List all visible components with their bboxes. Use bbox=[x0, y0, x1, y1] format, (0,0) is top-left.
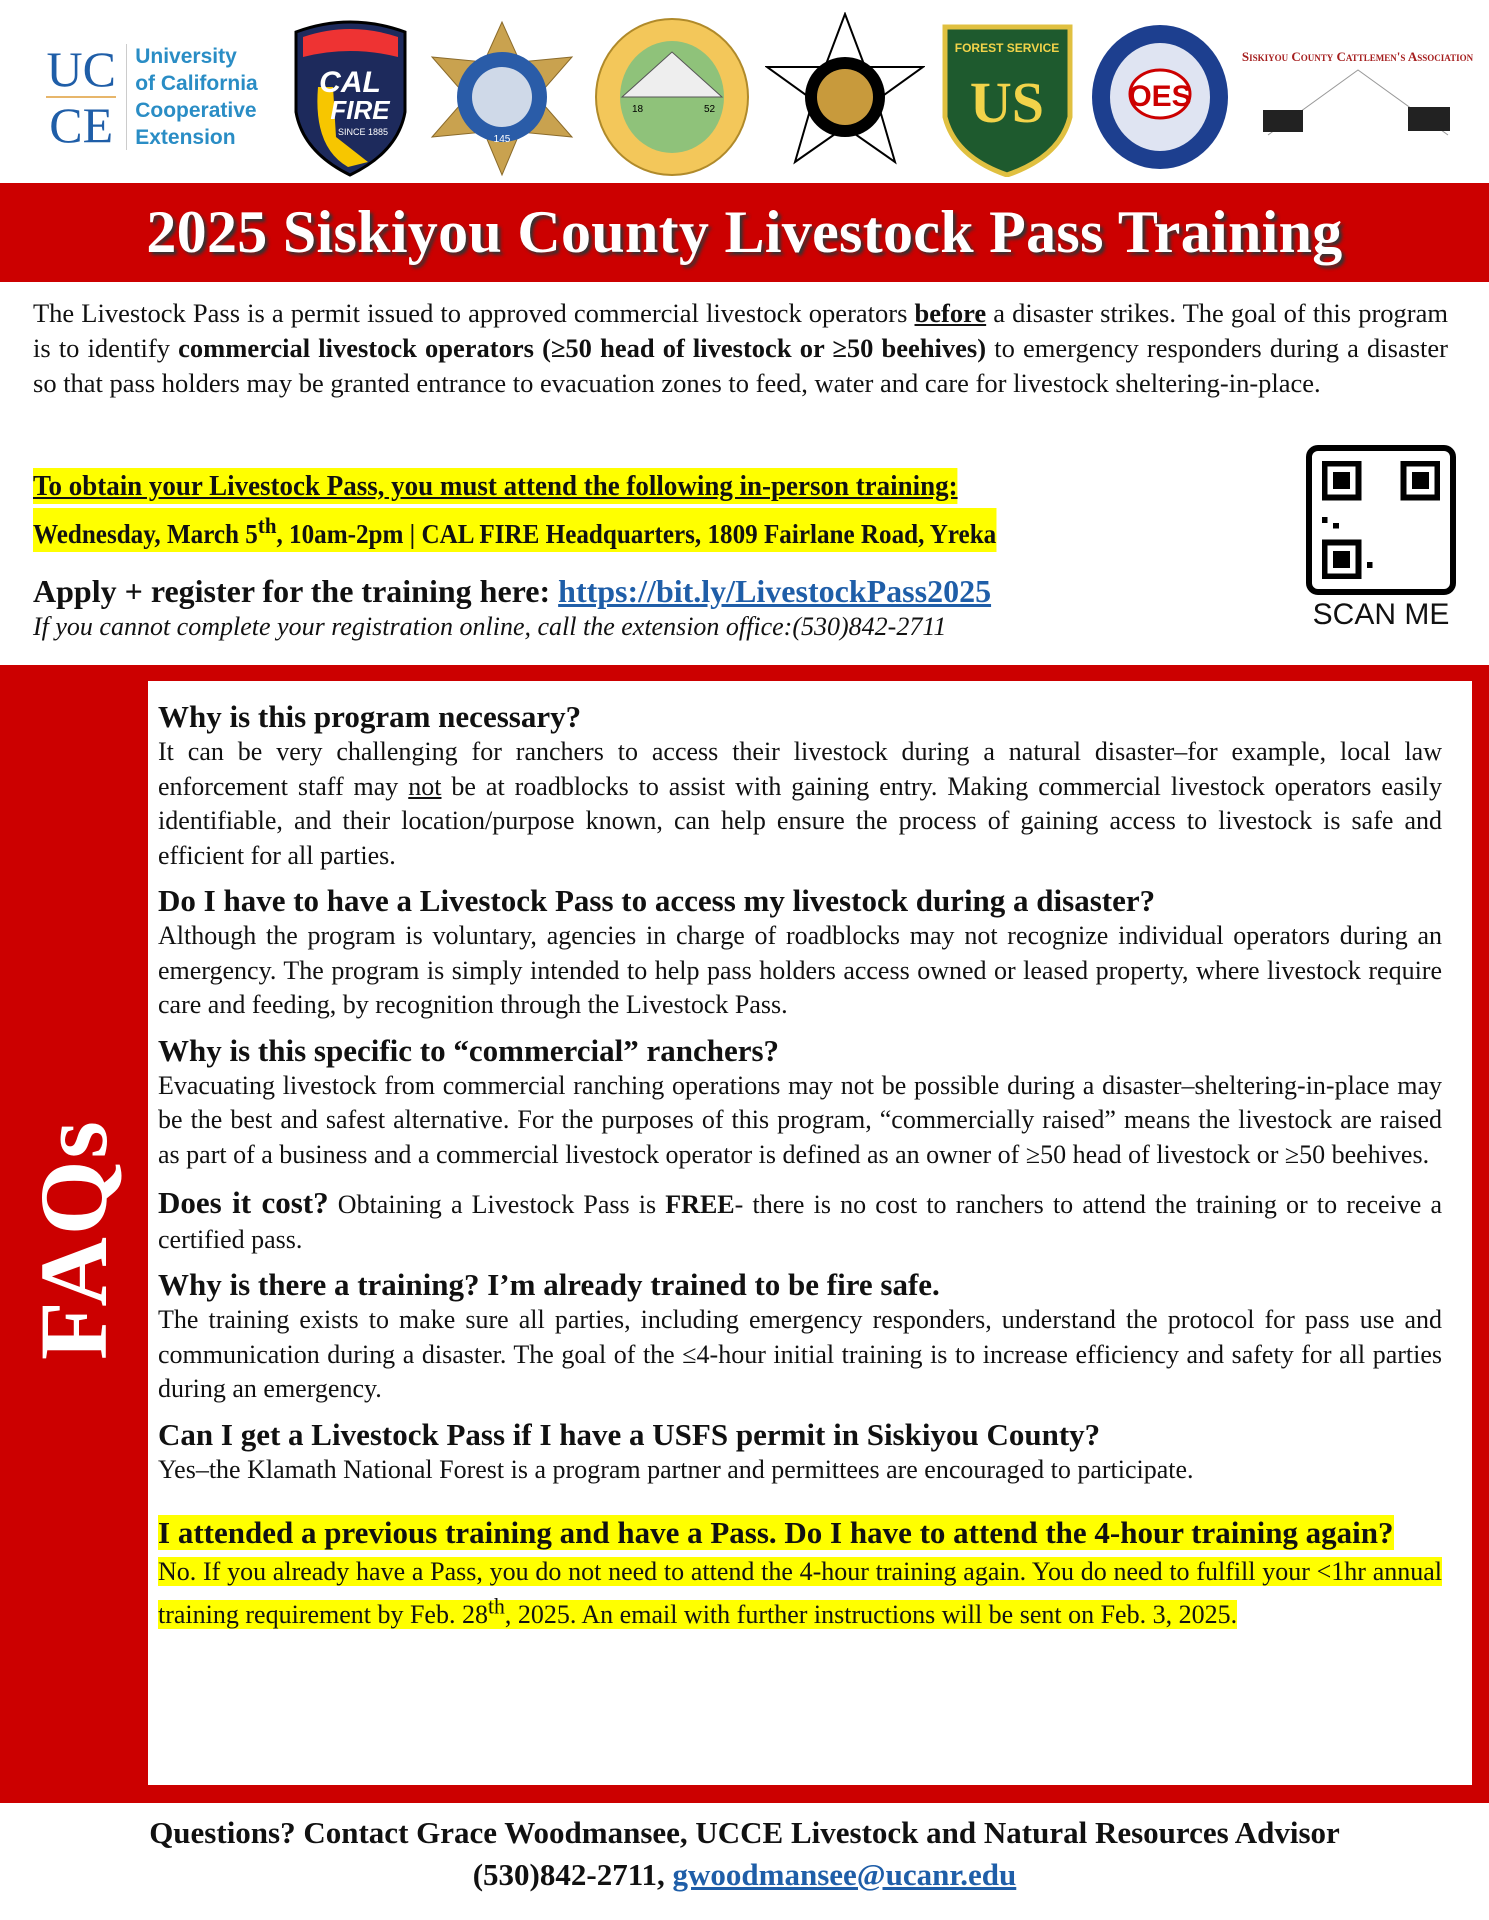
faq-question: Do I have to have a Livestock Pass to access my livestock during a disaster? bbox=[158, 883, 1156, 918]
qr-code[interactable] bbox=[1306, 445, 1456, 595]
svg-text:FOREST SERVICE: FOREST SERVICE bbox=[954, 41, 1060, 55]
registration-link[interactable]: https://bit.ly/LivestockPass2025 bbox=[558, 573, 992, 609]
faq-list bbox=[148, 681, 1472, 1785]
phone-note: If you cannot complete your registration online, call the extension office:(530)842-2711 bbox=[33, 612, 947, 641]
answer-text: Obtaining a Livestock Pass is bbox=[328, 1190, 666, 1219]
faq-answer: Evacuating livestock from commercial ranching operations may not be possible during a disaster–sheltering-in-place may be the best and safest alternative. For the purposes of this program, “commercially raised” means the livestock are raised as part of a business and a commercial livestock operator is defined as an owner of ≥50 head of livestock or ≥50 beehives. bbox=[158, 1070, 1442, 1169]
answer-emphasis: not bbox=[408, 771, 442, 801]
oes-logo bbox=[1090, 12, 1230, 182]
contact-footer bbox=[0, 1812, 1489, 1896]
svg-text:CAL: CAL bbox=[319, 66, 381, 99]
chp-badge-logo bbox=[422, 12, 582, 182]
intro-text: a disaster strikes. The goal of this program is to identify bbox=[33, 298, 1448, 363]
logo-text: Cooperative bbox=[135, 99, 257, 122]
faq-question: Does it cost? bbox=[158, 1185, 329, 1220]
svg-text:FIRE: FIRE bbox=[330, 95, 390, 125]
faq-answer: Although the program is voluntary, agencies in charge of roadblocks may not recognize individual operators during an emergency. The program is simply intended to help pass holders access owned or leased property, where livestock require care and feeding, by recognition through the Livestock Pass. bbox=[158, 921, 1442, 1019]
intro-emphasis: before bbox=[914, 298, 987, 328]
faq-question-text: I attended a previous training and have a Pass. Do I have to attend the 4-hour training again? bbox=[158, 1515, 1394, 1550]
highlighted-answer bbox=[158, 1557, 1442, 1629]
faq-question bbox=[158, 1515, 1442, 1551]
faq-answer: Yes–the Klamath National Forest is a program partner and permittees are encouraged to participate. bbox=[158, 1454, 1194, 1484]
logo-text: CE bbox=[49, 97, 114, 153]
ucce-logo bbox=[25, 12, 275, 182]
svg-text:OES: OES bbox=[1128, 80, 1192, 113]
date-suffix: th bbox=[487, 1594, 505, 1619]
contact-phone: (530)842-2711, bbox=[472, 1857, 673, 1892]
logo-text: University bbox=[135, 45, 237, 68]
answer-emphasis: FREE bbox=[665, 1190, 735, 1219]
intro-text: The Livestock Pass is a permit issued to approved commercial livestock operators bbox=[33, 298, 915, 328]
faq-answer bbox=[158, 1555, 1442, 1633]
answer-text: It can be very challenging for ranchers to access their livestock during a natural disaster–for example, local law enforcement staff may bbox=[158, 737, 1442, 801]
faq-question: Why is this specific to “commercial” ranchers? bbox=[158, 1032, 780, 1068]
faq-question: Why is this program necessary? bbox=[158, 699, 582, 734]
logo-text: UC bbox=[46, 41, 116, 97]
training-info bbox=[33, 468, 1069, 552]
svg-text:18: 18 bbox=[632, 104, 644, 115]
contact-email-link[interactable]: gwoodmansee@ucanr.edu bbox=[672, 1857, 1017, 1892]
logo-text: of California bbox=[135, 72, 258, 95]
calfire-logo bbox=[288, 12, 413, 182]
training-details bbox=[33, 508, 996, 552]
answer-text: be at roadblocks to assist with gaining entry. Making commercial livestock operators easily identifiable, and their location/purpose known, can help ensure the process of gaining access to livestock is safe and efficient for all parties. bbox=[158, 771, 1442, 870]
intro-text: to emergency responders during a disaster so that pass holders may be granted entrance to evacuation zones to feed, water and care for livestock sheltering-in-place. bbox=[33, 333, 1449, 398]
faq-item bbox=[158, 1186, 1442, 1257]
logo-text: Extension bbox=[135, 126, 236, 149]
date-suffix: th bbox=[257, 513, 277, 538]
title-banner bbox=[0, 183, 1489, 285]
training-date: Wednesday, March 5 bbox=[33, 519, 258, 549]
svg-text:US: US bbox=[969, 70, 1045, 135]
svg-text:145: 145 bbox=[493, 134, 511, 145]
training-location: , 10am-2pm | CAL FIRE Headquarters, 1809 Fairlane Road, Yreka bbox=[276, 519, 997, 549]
answer-text: No. If you already have a Pass, you do not need to attend the 4-hour training again. You do need to fulfill your <1hr annual training requirement by Feb. 28 bbox=[158, 1557, 1442, 1630]
partner-logos bbox=[0, 12, 1489, 182]
logo-text: Siskiyou County Cattlemen's Association bbox=[1241, 49, 1474, 64]
answer-text: , 2025. An email with further instructions will be sent on Feb. 3, 2025. bbox=[504, 1600, 1238, 1630]
answer-text: - there is no cost to ranchers to attend the training or to receive a certified pass. bbox=[158, 1190, 1442, 1254]
contact-line: Questions? Contact Grace Woodmansee, UCCE Livestock and Natural Resources Advisor bbox=[149, 1815, 1340, 1850]
qr-code-pattern bbox=[1322, 461, 1440, 579]
qr-caption: SCAN ME bbox=[1312, 598, 1450, 631]
apply-line bbox=[33, 573, 991, 610]
training-heading: To obtain your Livestock Pass, you must attend the following in-person training: bbox=[33, 470, 958, 502]
faq-question: Can I get a Livestock Pass if I have a USFS permit in Siskiyou County? bbox=[158, 1416, 1101, 1452]
svg-text:SINCE 1885: SINCE 1885 bbox=[337, 127, 389, 137]
cattlemens-association-logo bbox=[1241, 12, 1474, 182]
faq-answer bbox=[158, 735, 1442, 873]
forest-service-logo bbox=[940, 12, 1075, 182]
page-title: 2025 Siskiyou County Livestock Pass Training bbox=[146, 199, 1343, 265]
faq-question: Why is there a training? I’m already trained to be fire safe. bbox=[158, 1267, 940, 1302]
svg-text:52: 52 bbox=[704, 104, 716, 115]
faq-label: FAQs bbox=[20, 1119, 127, 1360]
sheriff-star-logo bbox=[765, 12, 925, 182]
apply-label: Apply + register for the training here: bbox=[33, 573, 559, 609]
intro-emphasis: commercial livestock operators (≥50 head of livestock or ≥50 beehives) bbox=[178, 333, 987, 363]
faq-answer: The training exists to make sure all parties, including emergency responders, understand the protocol for pass use and communication during a disaster. The goal of the ≤4-hour initial training is to increase efficiency and safety for all parties during an emergency. bbox=[158, 1305, 1442, 1403]
siskiyou-county-seal bbox=[592, 12, 752, 182]
intro-paragraph bbox=[33, 296, 1448, 401]
